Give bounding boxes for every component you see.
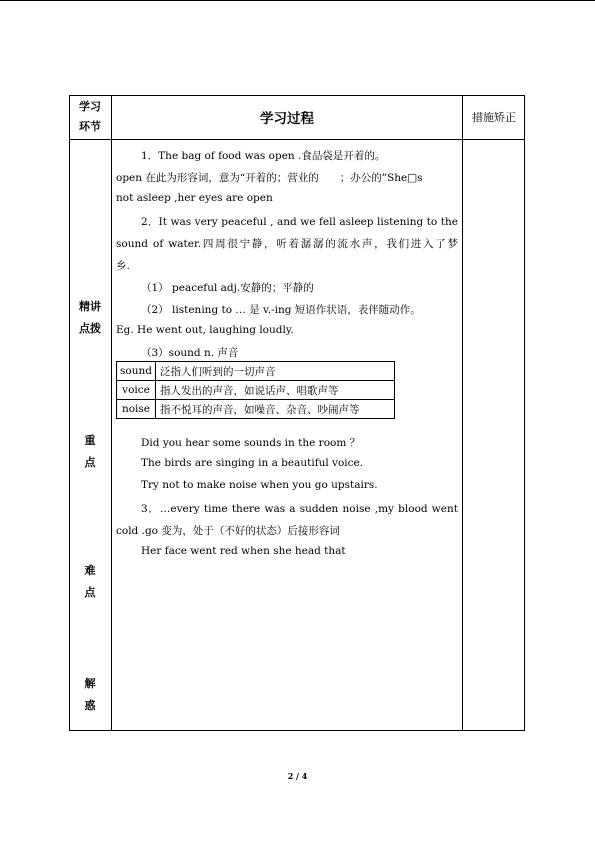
header-divider	[69, 139, 525, 140]
text-line: 3．…every time there was a sudden noise ,my blood went	[141, 503, 458, 515]
column-divider-left	[111, 95, 112, 731]
text-line: sound of water.四周很宁静，听着潺潺的流水声，我们进入了梦	[116, 238, 458, 250]
table-row	[117, 362, 395, 381]
table-cell-meaning: 指人发出的声音，如说话声、唱歌声等	[156, 381, 395, 400]
text-line: （1） peaceful adj.安静的；平静的	[141, 282, 314, 294]
sound-comparison-table	[116, 361, 395, 419]
side-label-text: 难	[84, 564, 96, 577]
text-line: Her face went red when she head that	[141, 545, 346, 557]
side-label-difficult	[69, 560, 111, 604]
side-label-text: 精讲	[79, 300, 101, 313]
text-line: （2） listening to … 是 v.-ing 短语作状语，表伴随动作。	[141, 304, 421, 316]
text-line: 1．The bag of food was open .食品袋是开着的。	[141, 150, 386, 162]
table-cell-word: sound	[117, 362, 156, 381]
text-line: （3）sound n. 声音	[141, 347, 239, 359]
top-rule	[0, 0, 595, 1]
side-label-explain	[69, 296, 111, 340]
table-row	[117, 400, 395, 419]
text-line: The birds are singing in a beautiful voice.	[141, 457, 364, 469]
text-line: open 在此为形容词，意为“开着的；营业的 ；办公的”She□s	[116, 172, 423, 184]
side-label-text: 点	[84, 586, 96, 599]
text-line: 2．It was very peaceful , and we fell asleep listening to the	[141, 216, 458, 228]
header-correction-cell: 措施矫正	[472, 111, 516, 124]
text-line: cold .go 变为，处于（不好的状态）后接形容词	[116, 525, 340, 537]
side-label-text: 解	[84, 677, 96, 690]
column-divider-right	[462, 95, 463, 731]
text-line: Eg. He went out, laughing loudly.	[116, 324, 294, 336]
side-label-key	[69, 430, 111, 474]
table-cell-word: voice	[117, 381, 156, 400]
table-cell-word: noise	[117, 400, 156, 419]
text-line: 乡.	[116, 260, 130, 272]
side-label-text: 重	[84, 434, 96, 447]
text-line: Did you hear some sounds in the room ？	[141, 437, 361, 449]
header-stage-line1: 学习	[79, 100, 101, 113]
table-cell-meaning: 指不悦耳的声音，如噪音、杂音、吵闹声等	[156, 400, 395, 419]
table-row	[117, 381, 395, 400]
side-label-text: 点	[84, 456, 96, 469]
side-label-text: 惑	[84, 699, 96, 712]
header-process-title: 学习过程	[260, 111, 314, 127]
text-line: not asleep ,her eyes are open	[116, 192, 273, 204]
side-label-resolve	[69, 673, 111, 717]
header-stage-line2: 环节	[79, 120, 101, 133]
table-cell-meaning: 泛指人们听到的一切声音	[156, 362, 395, 381]
side-label-text: 点拨	[79, 322, 101, 335]
page-number: 2 / 4	[287, 771, 308, 781]
header-stage-cell	[69, 95, 111, 139]
text-line: Try not to make noise when you go upstairs.	[141, 479, 378, 491]
